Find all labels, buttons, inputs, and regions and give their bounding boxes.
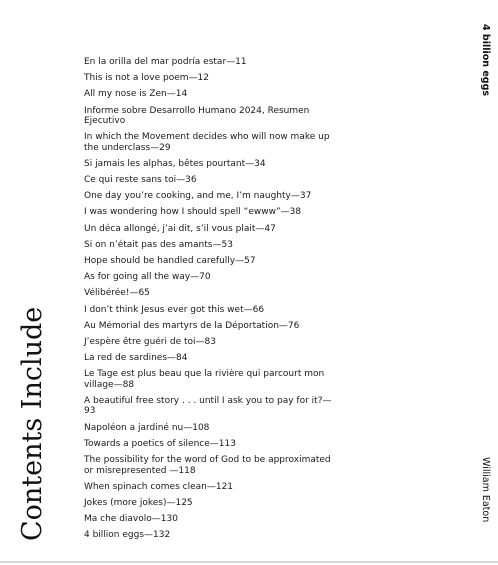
entry-page-number: 53 [221,239,233,250]
entry-title: Un déca allongé, j’ai dit, s’il vous plait [84,223,256,234]
entry-page-number: 11 [235,57,247,67]
contents-entry [84,288,339,298]
contents-entry [84,175,339,185]
entry-separator: — [206,481,216,492]
contents-entry [84,353,339,363]
entry-page-number: 37 [299,191,312,202]
entry-separator: — [209,438,219,449]
contents-entry [84,455,339,476]
entry-title: All my nose is Zen [84,89,167,100]
entry-separator: — [243,304,253,315]
table-of-contents [84,57,339,547]
contents-entry [84,106,339,127]
entry-title: In which the Movement decides who will now make up the underclass [84,132,330,153]
entry-title: Vélibérée! [84,288,130,299]
contents-entry [84,57,339,67]
entry-separator: — [129,288,139,299]
entry-title: The possibility for the word of God to be approximated or misrepresented [84,455,331,476]
entry-title: Jokes (more jokes) [84,497,167,508]
entry-separator: — [245,158,255,169]
entry-page-number: 132 [153,530,171,541]
entry-title: I was wondering how I should spell “ewww” [84,207,281,218]
entry-title: Ma che diavolo [84,514,152,525]
entry-separator: — [290,191,300,202]
contents-entry [84,256,339,266]
entry-page-number: 57 [244,256,256,267]
entry-page-number: 38 [289,207,302,218]
entry-page-number: 47 [264,223,276,234]
entry-page-number: 29 [159,142,171,153]
entry-title: Hope should be handled carefully [84,256,236,267]
contents-entry [84,240,339,250]
entry-title: Napoléon a jardiné nu [84,422,184,433]
entry-title: La red de sardines [84,353,168,364]
entry-page-number: 88 [122,379,135,390]
contents-entry [84,337,339,347]
entry-page-number: 76 [287,320,300,331]
entry-separator: — [255,223,265,234]
entry-title: 4 billion eggs [84,530,145,541]
entry-separator: — [278,320,288,331]
entry-title: Le Tage est plus beau que la rivière qui parcourt mon village [84,369,325,390]
entry-title: Si on n’était pas des amants [84,239,213,250]
entry-page-number: 118 [178,465,196,476]
entry-separator: — [151,514,161,525]
contents-entry [84,305,339,315]
entry-separator: — [183,422,193,433]
entry-separator: — [190,272,200,283]
contents-entry [84,482,339,492]
entry-title: This is not a love poem [84,73,189,84]
entry-title: One day you’re cooking, and me, I’m naughty [84,191,291,202]
entry-page-number: 130 [160,514,178,525]
entry-separator: — [176,175,186,186]
entry-page-number: 125 [175,497,193,508]
entry-page-number: 84 [176,353,188,364]
contents-entry [84,423,339,433]
contents-entry [84,132,339,153]
entry-separator: — [235,256,245,267]
contents-entry [84,73,339,83]
running-title: 4 billion eggs [480,24,491,97]
contents-entry [84,321,339,331]
entry-page-number: 34 [254,158,266,169]
contents-entry [84,369,339,390]
entry-title: Ce qui reste sans toi [84,175,177,186]
contents-entry [84,396,339,417]
entry-title: As for going all the way [84,272,191,283]
entry-separator: — [226,57,236,67]
entry-page-number: 83 [204,337,216,348]
entry-title: A beautiful free story . . . until I ask you to pay for it? [84,396,323,407]
entry-title: J’espère être guéri de toi [84,337,196,348]
entry-title: Au Mémorial des martyrs de la Déportation [84,320,279,331]
contents-entry [84,514,339,524]
entry-separator: — [144,530,154,541]
entry-separator: — [195,337,205,348]
entry-separator: — [169,465,179,476]
entry-title: Informe sobre Desarrollo Humano 2024, Resumen Ejecutivo [84,105,310,127]
entry-page-number: 108 [192,422,210,433]
entry-separator: — [166,89,176,100]
entry-title: Towards a poetics of silence [84,438,210,449]
entry-page-number: 66 [252,304,265,315]
entry-separator: — [150,142,160,153]
entry-separator: — [167,353,177,364]
entry-separator: — [212,239,222,250]
contents-entry [84,498,339,508]
entry-page-number: 12 [197,73,209,84]
contents-entry [84,191,339,201]
entry-separator: — [166,497,176,508]
entry-separator: — [280,207,290,218]
entry-separator: — [322,396,332,407]
entry-title: Si jamais les alphas, bêtes pourtant [84,158,246,169]
bottom-divider [0,561,498,563]
contents-entry [84,439,339,449]
contents-entry [84,159,339,169]
contents-entry [84,272,339,282]
entry-title: When spinach comes clean [84,481,207,492]
contents-heading: Contents Include [17,306,48,541]
entry-page-number: 70 [199,272,211,283]
entry-page-number: 93 [84,406,96,417]
entry-page-number: 65 [138,288,150,299]
contents-entry [84,207,339,217]
entry-page-number: 36 [185,175,197,186]
entry-separator: — [188,73,198,84]
contents-entry [84,224,339,234]
entry-title: En la orilla del mar podría estar [84,57,227,67]
contents-entry [84,89,339,99]
contents-entry [84,530,339,540]
entry-page-number: 113 [218,438,236,449]
entry-separator: — [113,379,123,390]
entry-page-number: 121 [215,481,234,492]
entry-title: I don’t think Jesus ever got this wet [84,304,244,315]
entry-page-number: 14 [175,89,188,100]
running-author: William Eaton [480,457,491,523]
